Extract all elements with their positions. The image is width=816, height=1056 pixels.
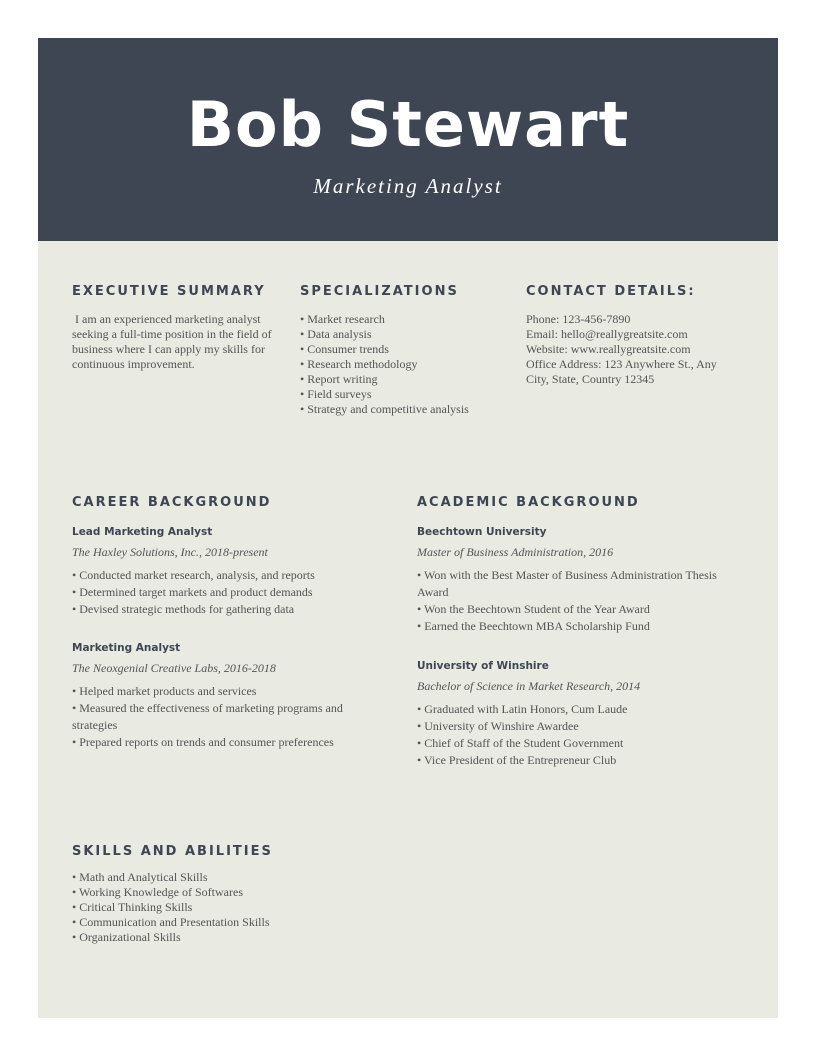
specializations-list [300, 312, 522, 417]
academic-background-title: ACADEMIC BACKGROUND [417, 495, 640, 510]
contact-details-title: CONTACT DETAILS: [526, 284, 696, 299]
specialization-item: • Market research [300, 312, 385, 326]
job-duty: • Prepared reports on trends and consumer preferences [72, 735, 334, 749]
contact-website: Website: www.reallygreatsite.com [526, 342, 691, 356]
school-honors [417, 567, 717, 635]
specialization-item: • Data analysis [300, 327, 372, 341]
job-duty: • Conducted market research, analysis, and reports [72, 568, 315, 582]
contact-address: City, State, Country 12345 [526, 372, 655, 386]
academic-school [417, 659, 717, 769]
job-organization: The Haxley Solutions, Inc., 2018-present [72, 545, 268, 559]
specialization-item: • Strategy and competitive analysis [300, 402, 469, 416]
school-honor: • Graduated with Latin Honors, Cum Laude [417, 702, 628, 716]
skills-title: SKILLS AND ABILITIES [72, 844, 273, 859]
skill-item: • Critical Thinking Skills [72, 900, 193, 914]
contact-address: Office Address: 123 Anywhere St., Any [526, 357, 717, 371]
school-honor: • University of Winshire Awardee [417, 719, 579, 733]
school-name: University of Winshire [417, 660, 549, 672]
specialization-item: • Research methodology [300, 357, 418, 371]
specialization-item: • Field surveys [300, 387, 372, 401]
contact-email: Email: hello@reallygreatsite.com [526, 327, 688, 341]
school-honors [417, 701, 717, 769]
contact-phone: Phone: 123-456-7890 [526, 312, 631, 326]
school-degree: Master of Business Administration, 2016 [417, 545, 614, 559]
job-duty: • Measured the effectiveness of marketing programs and strategies [72, 701, 343, 732]
skill-item: • Math and Analytical Skills [72, 870, 208, 884]
career-background-title: CAREER BACKGROUND [72, 495, 272, 510]
school-honor: • Won with the Best Master of Business Administration Thesis Award [417, 568, 717, 599]
school-degree: Bachelor of Science in Market Research, 2014 [417, 679, 641, 693]
summary-line: continuous improvement. [72, 357, 195, 371]
school-name: Beechtown University [417, 526, 547, 538]
specialization-item: • Consumer trends [300, 342, 389, 356]
contact-details [526, 312, 748, 387]
school-honor: • Vice President of the Entrepreneur Club [417, 753, 617, 767]
skills-list [72, 870, 372, 945]
career-job [72, 525, 372, 618]
candidate-name: Bob Stewart [186, 88, 630, 161]
resume-sheet [38, 38, 778, 1018]
specialization-item: • Report writing [300, 372, 378, 386]
specializations-title: SPECIALIZATIONS [300, 284, 459, 299]
school-honor: • Chief of Staff of the Student Government [417, 736, 624, 750]
skill-item: • Working Knowledge of Softwares [72, 885, 243, 899]
job-duty: • Devised strategic methods for gathering data [72, 602, 295, 616]
resume-header [38, 38, 778, 241]
skill-item: • Organizational Skills [72, 930, 181, 944]
academic-school [417, 525, 717, 635]
job-organization: The Neoxgenial Creative Labs, 2016-2018 [72, 661, 276, 675]
career-job [72, 641, 372, 751]
job-duty: • Determined target markets and product demands [72, 585, 313, 599]
job-duties [72, 683, 372, 751]
summary-line: business where I can apply my skills for [72, 342, 265, 356]
summary-line: I am an experienced marketing analyst [72, 312, 261, 326]
executive-summary-text [72, 312, 294, 372]
summary-line: seeking a full-time position in the field of [72, 327, 272, 341]
candidate-role: Marketing Analyst [313, 174, 503, 198]
executive-summary-title: EXECUTIVE SUMMARY [72, 284, 266, 299]
school-honor: • Won the Beechtown Student of the Year Award [417, 602, 650, 616]
job-title: Marketing Analyst [72, 642, 181, 654]
job-duties [72, 567, 372, 618]
job-duty: • Helped market products and services [72, 684, 257, 698]
job-title: Lead Marketing Analyst [72, 526, 213, 538]
school-honor: • Earned the Beechtown MBA Scholarship Fund [417, 619, 650, 633]
skill-item: • Communication and Presentation Skills [72, 915, 270, 929]
